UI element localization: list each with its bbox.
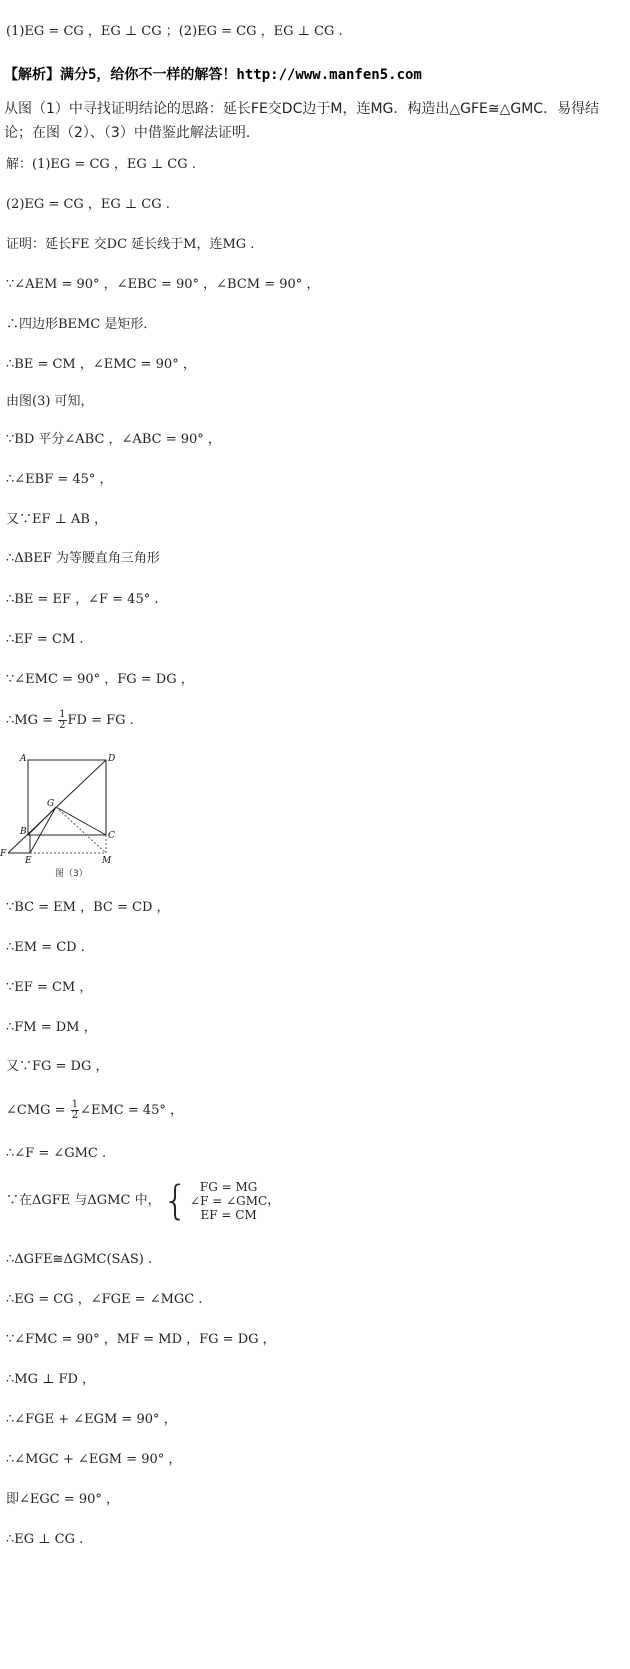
solution-header: 【解析】满分5，给你不一样的解答！http://www.manfen5.com — [4, 67, 422, 83]
proof-line-23 — [6, 1180, 280, 1222]
proof-line-14: ∵∠EMC = 90° ，FG = DG ， — [6, 672, 194, 687]
fraction-denominator: 2 — [71, 1110, 79, 1121]
answer-line: (1)EG = CG ，EG ⊥ CG ；(2)EG = CG ，EG ⊥ CG . — [6, 24, 343, 39]
line-fd — [8, 760, 106, 853]
proof-line-9: ∴∠EBF = 45° ， — [6, 472, 113, 487]
label-b: B — [20, 827, 27, 837]
proof-line-23-start: ∵在ΔGFE 与ΔGMC 中， — [6, 1193, 161, 1208]
left-brace: { — [162, 1178, 189, 1224]
fraction-numerator: 1 — [59, 709, 66, 720]
intro-paragraph: 从图（1）中寻找证明结论的思路：延长FE交DC边于M，连MG．构造出△GFE≅△GMC．易得结论；在图（2）、（3）中借鉴此解法证明． — [4, 101, 600, 141]
proof-line-5: ∴四边形BEMC 是矩形． — [6, 317, 157, 332]
proof-line-21-end: ∠EMC = 45° ， — [80, 1103, 184, 1118]
proof-line-21 — [6, 1100, 183, 1121]
proof-line-21-start: ∠CMG = — [6, 1103, 70, 1118]
proof-line-6: ∴BE = CM ，∠EMC = 90° ， — [6, 357, 196, 372]
proof-line-13: ∴EF = CM . — [6, 632, 84, 647]
label-m: M — [102, 856, 112, 866]
proof-line-22: ∴∠F = ∠GMC . — [6, 1146, 107, 1161]
fraction-numerator: 1 — [71, 1099, 79, 1110]
proof-line-28: ∴∠FGE + ∠EGM = 90° ， — [6, 1412, 177, 1427]
label-d: D — [108, 754, 116, 764]
proof-line-8: ∵BD 平分∠ABC ，∠ABC = 90° ， — [6, 432, 221, 447]
proof-line-3: 证明：延长FE 交DC 延长线于M，连MG . — [6, 237, 255, 252]
proof-line-20: 又∵FG = DG ， — [6, 1059, 109, 1074]
proof-line-4: ∵∠AEM = 90° ，∠EBC = 90° ，∠BCM = 90° ， — [6, 277, 320, 292]
dashed-gm — [56, 807, 106, 853]
proof-line-15-start: ∴MG = — [6, 713, 58, 728]
proof-line-15-end: FD = FG . — [67, 713, 134, 728]
proof-line-29: ∴∠MGC + ∠EGM = 90° ， — [6, 1452, 182, 1467]
system-rows — [190, 1180, 267, 1222]
fraction-half — [71, 1100, 79, 1121]
figure-svg — [0, 750, 130, 885]
proof-line-12: ∴BE = EF ，∠F = 45° . — [6, 592, 159, 607]
system-row-2: ∠F = ∠GMC — [190, 1194, 268, 1208]
proof-line-31: ∴EG ⊥ CG . — [6, 1532, 84, 1547]
proof-line-19: ∴FM = DM ， — [6, 1020, 97, 1035]
proof-line-25: ∴EG = CG ，∠FGE = ∠MGC . — [6, 1292, 203, 1307]
proof-line-30: 即∠EGC = 90° ， — [6, 1492, 120, 1507]
fraction-half — [58, 710, 66, 731]
proof-line-18: ∵EF = CM ， — [6, 980, 93, 995]
system-row-1: FG = MG — [199, 1180, 258, 1194]
proof-line-17: ∴EM = CD . — [6, 940, 85, 955]
proof-line-11: ∴ΔBEF 为等腰直角三角形 — [6, 551, 160, 566]
solution-line-2: (2)EG = CG ，EG ⊥ CG . — [6, 197, 170, 212]
proof-line-26: ∵∠FMC = 90° ，MF = MD ，FG = DG ， — [6, 1332, 276, 1347]
line-eg — [30, 807, 56, 853]
label-e: E — [25, 856, 32, 866]
label-a: A — [20, 754, 27, 764]
proof-line-24: ∴ΔGFE≅ΔGMC(SAS) . — [6, 1252, 153, 1267]
geometry-figure — [0, 750, 130, 885]
line-gc — [56, 807, 106, 835]
proof-line-10: 又∵EF ⊥ AB ， — [6, 512, 108, 527]
proof-line-16: ∵BC = EM ，BC = CD ， — [6, 900, 170, 915]
label-f: F — [0, 849, 7, 859]
proof-line-15 — [6, 710, 134, 731]
system-row-3: EF = CM — [200, 1208, 257, 1222]
fraction-denominator: 2 — [59, 720, 66, 731]
label-g: G — [47, 799, 55, 809]
equation-system — [161, 1180, 268, 1222]
proof-line-7: 由图(3) 可知， — [6, 394, 94, 409]
solution-line-1: 解：(1)EG = CG ，EG ⊥ CG . — [6, 157, 196, 172]
proof-line-23-end: ， — [267, 1193, 281, 1208]
proof-line-27: ∴MG ⊥ FD ， — [6, 1372, 96, 1387]
figure-caption: 图（3） — [55, 869, 88, 879]
label-c: C — [108, 831, 115, 841]
